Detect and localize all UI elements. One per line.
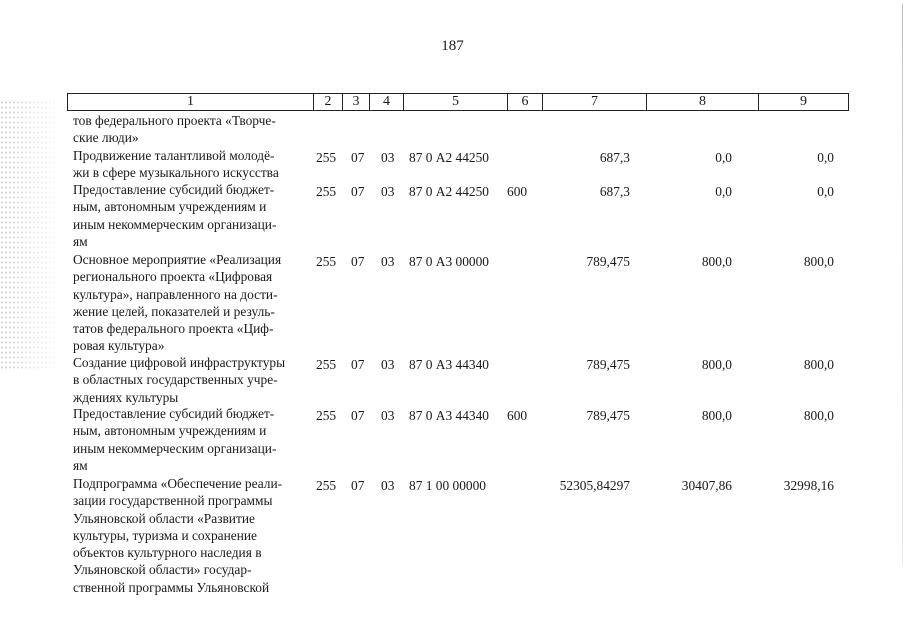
- cell-col-7: 687,3: [599, 150, 630, 165]
- cell-col-7: 52305,84297: [559, 478, 630, 493]
- cell-col-5: 87 0 А3 00000: [409, 254, 489, 269]
- cell-col-5: 87 0 А2 44250: [409, 184, 489, 199]
- cell-col-7: 687,3: [599, 184, 630, 199]
- cell-col-5: 87 0 А2 44250: [409, 150, 489, 165]
- cell-col-9: 800,0: [803, 357, 834, 372]
- cell-col-6: 600: [507, 408, 528, 423]
- row-name-line: иным некоммерческим организаци-: [73, 216, 277, 232]
- cell-col-2: 255: [316, 150, 337, 165]
- row-name: [73, 112, 306, 147]
- header-col-8: 8: [647, 94, 759, 110]
- row-name-line: Ульяновской области «Развитие: [73, 510, 255, 526]
- cell-col-7: 789,475: [586, 408, 630, 423]
- cell-col-5: 87 0 А3 44340: [409, 408, 489, 423]
- cell-col-3: 07: [351, 357, 365, 372]
- cell-col-4: 03: [381, 478, 395, 493]
- header-col-1: 1: [68, 94, 314, 110]
- cell-col-7: 789,475: [586, 357, 630, 372]
- cell-col-2: 255: [316, 478, 337, 493]
- row-name-line: ным, автономным учреждениям и: [73, 423, 267, 439]
- row-name-line: ям: [73, 233, 88, 249]
- row-name-line: жи в сфере музыкального искусства: [73, 165, 279, 181]
- cell-col-3: 07: [351, 408, 365, 423]
- cell-col-8: 0,0: [715, 184, 732, 199]
- row-name-line: Создание цифровой инфраструктуры: [73, 355, 286, 370]
- row-name-line: Предоставление субсидий бюджет-: [73, 182, 275, 197]
- row-name-line: татов федерального проекта «Циф-: [73, 321, 274, 337]
- header-col-5: 5: [404, 94, 508, 110]
- cell-col-3: 07: [351, 184, 365, 199]
- row-name-line: в областных государственных учре-: [73, 372, 278, 388]
- scan-edge-noise: [0, 100, 62, 370]
- cell-col-4: 03: [381, 408, 395, 423]
- row-name-line: Подпрограмма «Обеспечение реали-: [73, 476, 283, 491]
- cell-col-3: 07: [351, 254, 365, 269]
- cell-col-5: 87 0 А3 44340: [409, 357, 489, 372]
- row-name-line: Предоставление субсидий бюджет-: [73, 406, 275, 421]
- row-name-line: объектов культурного наследия в: [73, 545, 262, 561]
- header-col-3: 3: [343, 94, 370, 110]
- row-name: [73, 405, 306, 474]
- row-name: [73, 251, 306, 355]
- row-name-line: жение целей, показателей и резуль-: [73, 303, 275, 319]
- row-name-line: ждениях культуры: [73, 389, 179, 405]
- cell-col-5: 87 1 00 00000: [409, 478, 486, 493]
- cell-col-4: 03: [381, 254, 395, 269]
- header-col-9: 9: [800, 94, 807, 109]
- cell-col-2: 255: [316, 184, 337, 199]
- row-name-line: ным, автономным учреждениям и: [73, 199, 267, 215]
- header-col-6: 6: [508, 94, 543, 110]
- cell-col-9: 32998,16: [783, 478, 834, 493]
- row-name-line: ские люди»: [73, 130, 139, 146]
- row-name-line: Ульяновской области» государ-: [73, 562, 252, 578]
- cell-col-9: 800,0: [803, 408, 834, 423]
- row-name: [73, 475, 306, 596]
- row-name: [73, 181, 306, 250]
- row-name-line: иным некоммерческим организаци-: [73, 440, 277, 456]
- cell-col-2: 255: [316, 408, 337, 423]
- cell-col-8: 0,0: [715, 150, 732, 165]
- row-name-line: тов федерального проекта «Творче-: [73, 113, 276, 128]
- cell-col-8: 800,0: [701, 408, 732, 423]
- row-name: [73, 354, 306, 406]
- row-name-line: Основное мероприятие «Реализация: [73, 252, 282, 267]
- cell-col-9: 0,0: [817, 184, 834, 199]
- cell-col-8: 800,0: [701, 254, 732, 269]
- scan-edge-line: [902, 4, 903, 564]
- cell-col-9: 0,0: [817, 150, 834, 165]
- row-name-line: ровая культура»: [73, 338, 165, 354]
- row-name-line: Продвижение талантливой молодё-: [73, 148, 275, 163]
- cell-col-3: 07: [351, 150, 365, 165]
- header-col-2: 2: [314, 94, 343, 110]
- cell-col-8: 800,0: [701, 357, 732, 372]
- cell-col-2: 255: [316, 357, 337, 372]
- header-col-4: 4: [370, 94, 404, 110]
- cell-col-4: 03: [381, 150, 395, 165]
- cell-col-3: 07: [351, 478, 365, 493]
- page-number: 187: [441, 38, 464, 54]
- cell-col-7: 789,475: [586, 254, 630, 269]
- cell-col-2: 255: [316, 254, 337, 269]
- cell-col-4: 03: [381, 184, 395, 199]
- cell-col-6: 600: [507, 184, 528, 199]
- row-name-line: зации государственной программы: [73, 493, 273, 509]
- cell-col-8: 30407,86: [681, 478, 732, 493]
- cell-col-4: 03: [381, 357, 395, 372]
- row-name: [73, 147, 306, 182]
- row-name-line: ям: [73, 457, 88, 473]
- cell-col-9: 800,0: [803, 254, 834, 269]
- table-header: [67, 93, 849, 111]
- row-name-line: культуры, туризма и сохранение: [73, 527, 258, 543]
- header-col-7: 7: [543, 94, 647, 110]
- row-name-line: ственной программы Ульяновской: [73, 579, 270, 595]
- row-name-line: регионального проекта «Цифровая: [73, 269, 273, 285]
- row-name-line: культура», направленного на дости-: [73, 286, 278, 302]
